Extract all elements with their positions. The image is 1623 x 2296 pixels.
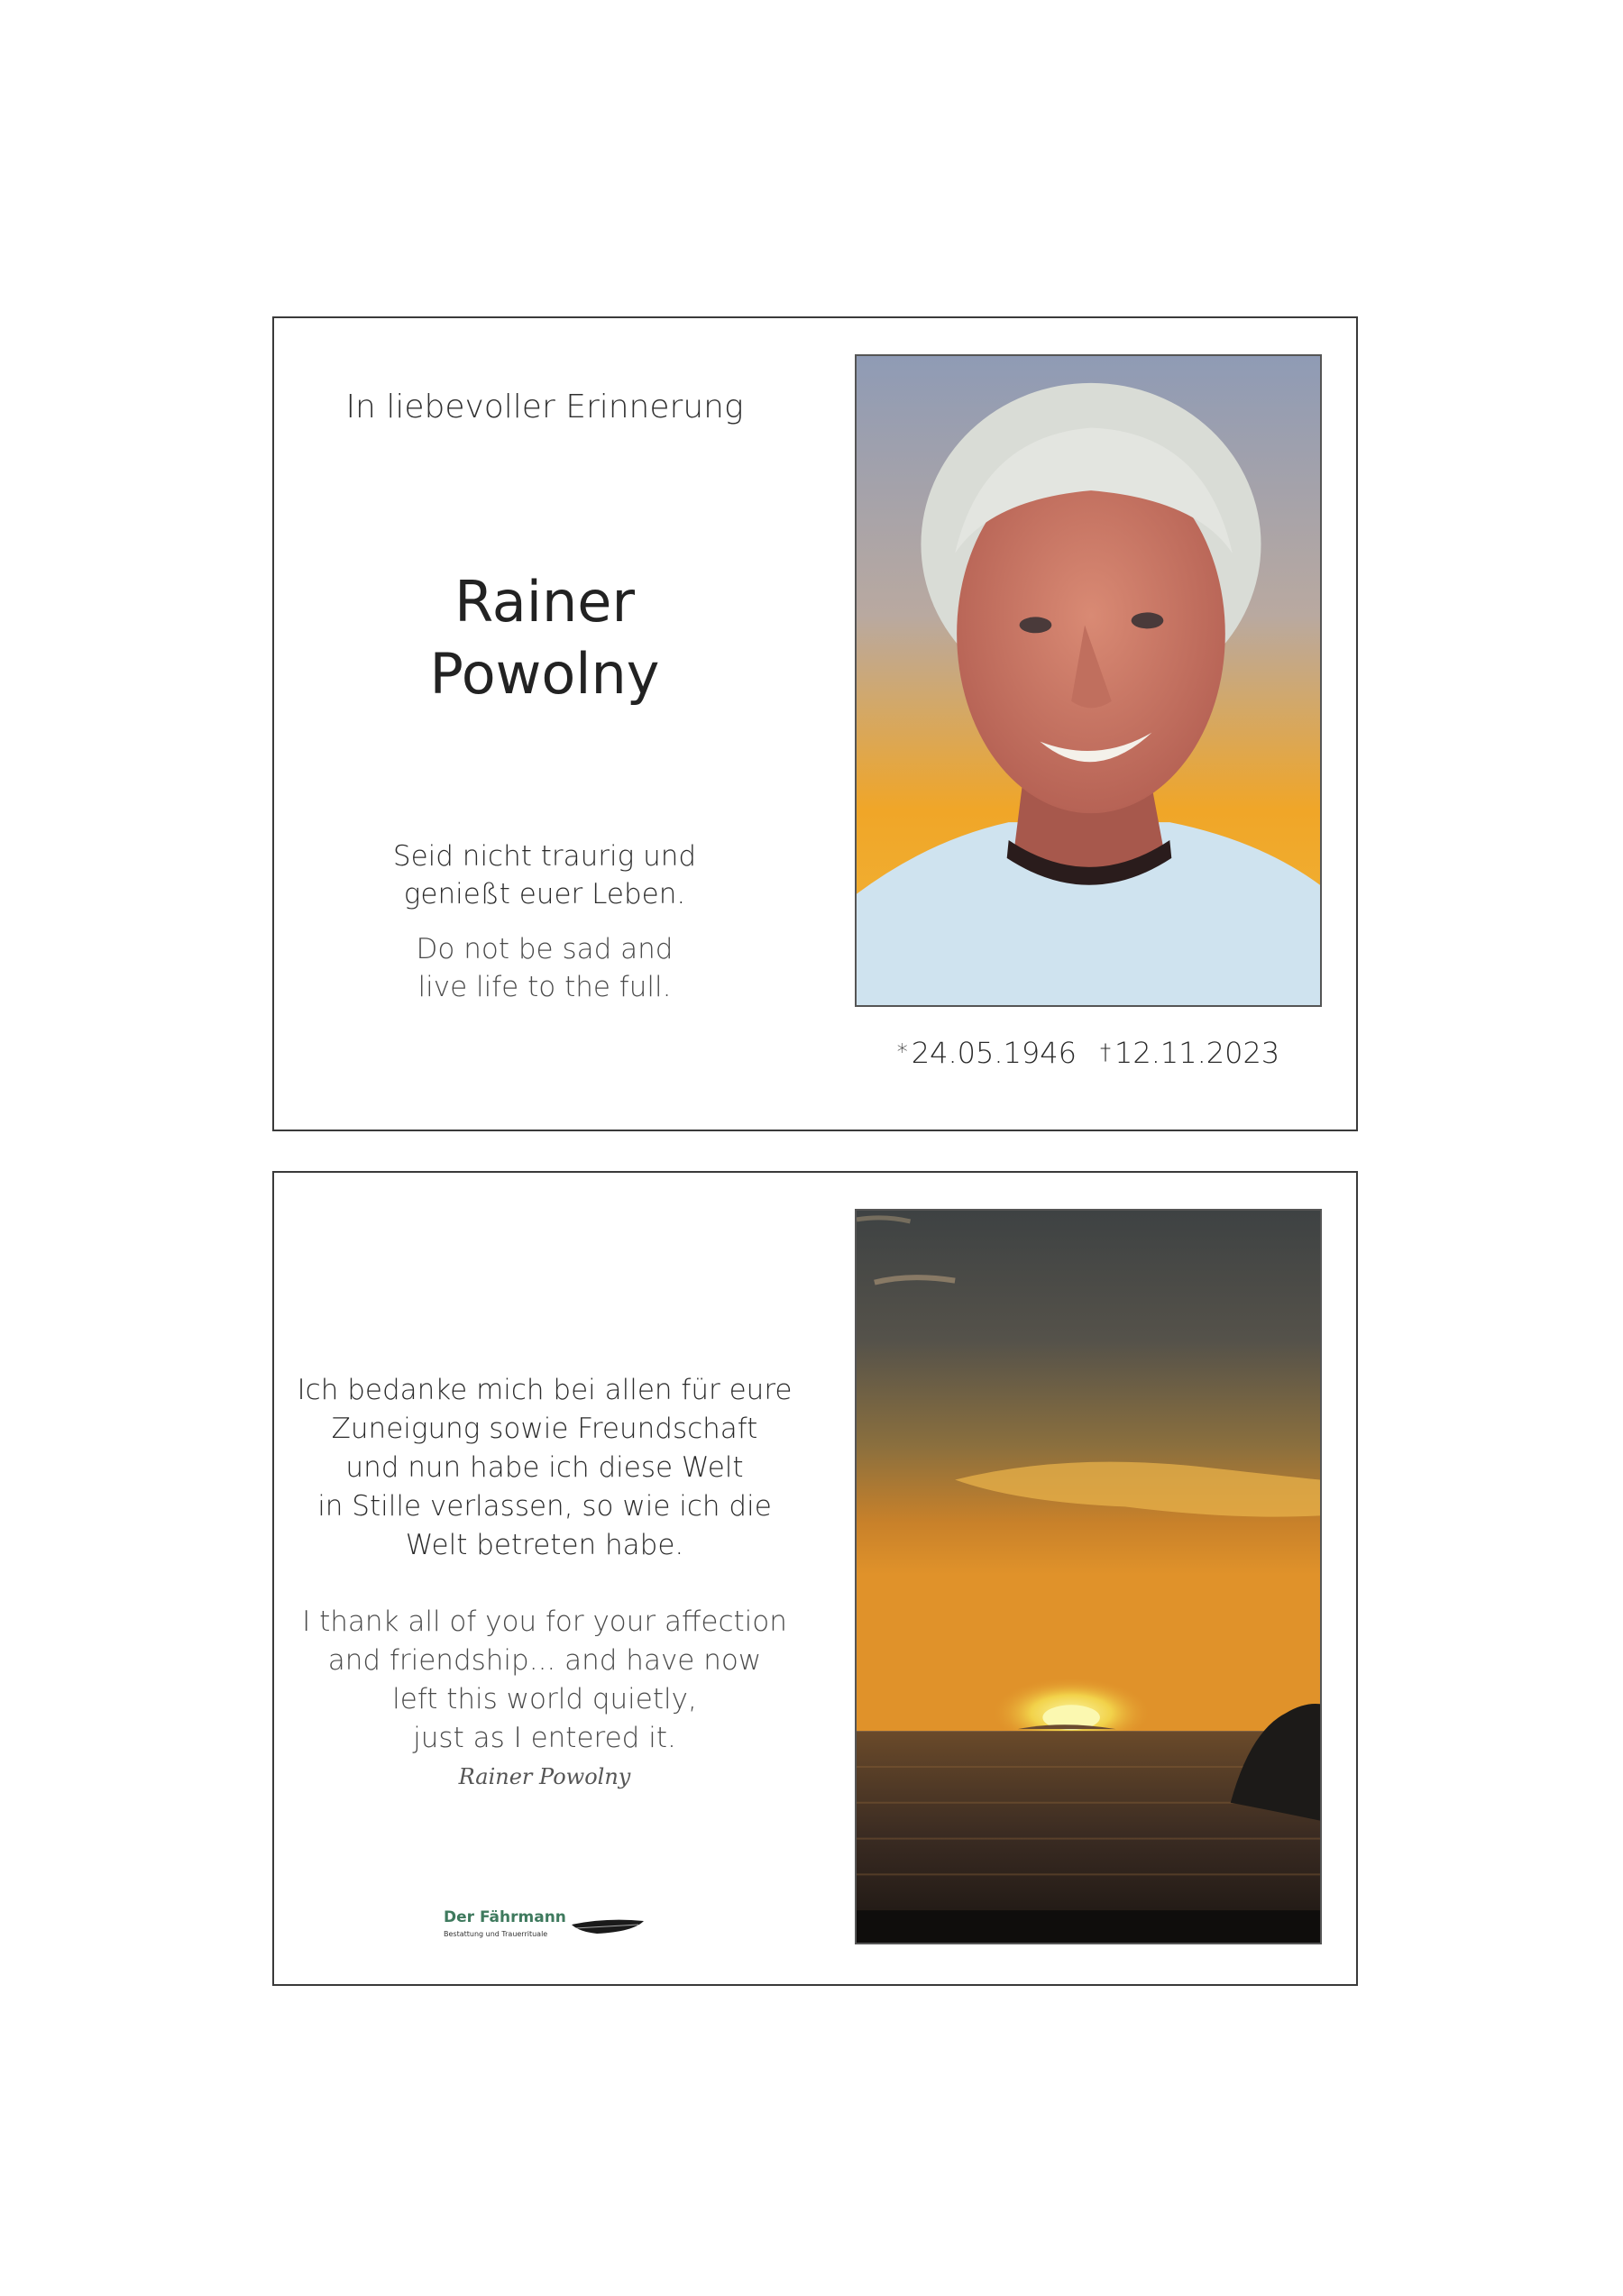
first-name: Rainer: [454, 569, 635, 635]
thanks-line: Welt betreten habe.: [405, 1529, 684, 1561]
quote-line: genießt euer Leben.: [403, 878, 686, 910]
birth-symbol: *: [896, 1039, 908, 1065]
death-date: 12.11.2023: [1114, 1036, 1280, 1070]
quote-line: Seid nicht traurig und: [392, 840, 697, 873]
thanks-english: [274, 1603, 815, 1758]
thanks-line: I thank all of you for your affection: [302, 1605, 787, 1638]
thanks-line: left this world quietly,: [392, 1683, 697, 1715]
logo-subtitle: Bestattung und Trauerrituale: [444, 1930, 548, 1938]
last-name: Powolny: [429, 641, 660, 707]
thanks-line: Ich bedanke mich bei allen für eure: [297, 1374, 793, 1406]
signature: Rainer Powolny: [458, 1764, 631, 1789]
thanks-line: und nun habe ich diese Welt: [345, 1451, 744, 1484]
sunset-photo: [855, 1209, 1322, 1944]
death-symbol: †: [1100, 1039, 1111, 1065]
quote-line: live life to the full.: [417, 971, 672, 1003]
birth-date: 24.05.1946: [911, 1036, 1077, 1070]
life-dates: [855, 1036, 1322, 1070]
logo-name: Der Fährmann: [444, 1908, 566, 1926]
quote-german: [274, 837, 815, 913]
thanks-line: and friendship... and have now: [327, 1644, 762, 1677]
thanks-line: in Stille verlassen, so wie ich die: [317, 1490, 772, 1523]
thanks-german: [274, 1371, 815, 1565]
thanks-line: Zuneigung sowie Freundschaft: [331, 1413, 758, 1445]
portrait-photo: [855, 354, 1322, 1007]
quote-line: Do not be sad and: [416, 933, 674, 965]
boat-brush-icon: [570, 1914, 646, 1937]
funeral-home-logo: [444, 1908, 660, 1944]
person-photo-icon: [857, 356, 1320, 1005]
thanks-line: just as I entered it.: [413, 1722, 676, 1754]
memorial-card-front: [272, 316, 1358, 1131]
deceased-name: [274, 566, 815, 710]
memorial-card-back: [272, 1171, 1358, 1986]
quote-english: [274, 930, 815, 1006]
sunset-sea-icon: [857, 1211, 1320, 1943]
card-heading: In liebevoller Erinnerung: [345, 389, 744, 425]
